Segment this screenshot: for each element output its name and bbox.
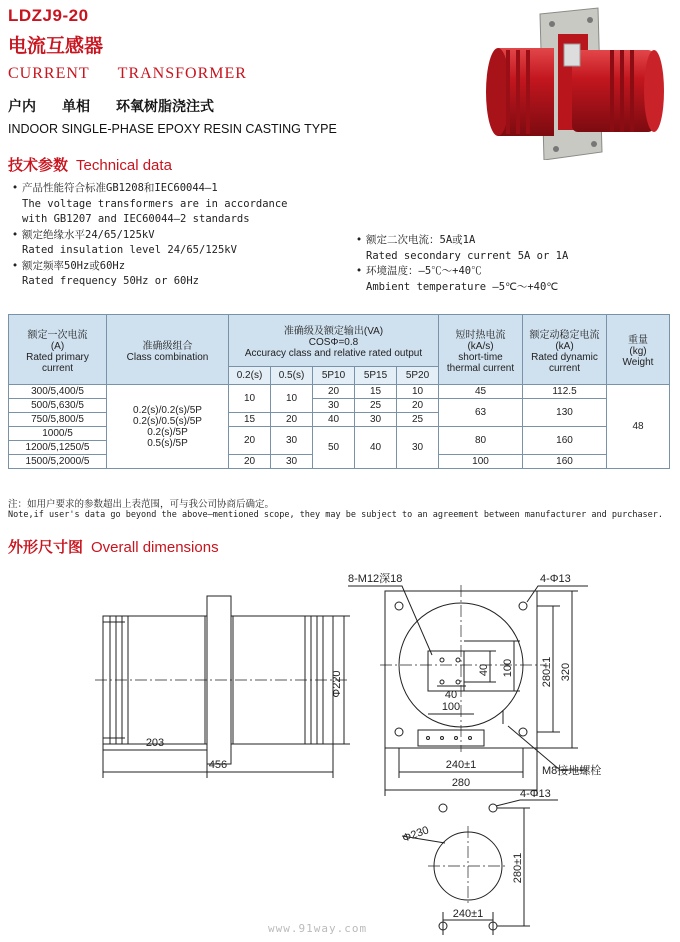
spec-item: • 额定频率50Hz或60Hz xyxy=(11,259,126,272)
table-cell: 100 xyxy=(439,455,523,469)
header-thermal-current: 短时热电流 (kA/s) short-time thermal current xyxy=(439,315,523,385)
table-cell: 10 xyxy=(229,385,271,413)
table-cell: 45 xyxy=(439,385,523,399)
dim-holes-label: 8-M12深18 xyxy=(348,573,403,585)
spec-item: • 额定二次电流：5A或1A xyxy=(355,234,476,246)
table-cell: 20 xyxy=(313,385,355,399)
table-cell: 15 xyxy=(229,413,271,427)
ground-bolt-label: M8接地螺栓 xyxy=(542,765,602,777)
table-cell: 1000/5 xyxy=(9,427,107,441)
cutout-mount-holes: 4-Φ13 xyxy=(520,788,551,800)
type-cn: 户内 单相 环氧树脂浇注式 xyxy=(8,99,214,115)
table-cell: 15 xyxy=(355,385,397,399)
model-number: LDZJ9-20 xyxy=(8,6,89,25)
header-dynamic-current: 额定动稳定电流 (kA) Rated dynamic current xyxy=(523,315,607,385)
spec-item: • 环境温度：—5℃～+40℃ xyxy=(355,265,482,277)
table-cell: 80 xyxy=(439,427,523,455)
sub-header: 5P15 xyxy=(355,367,397,385)
table-cell: 40 xyxy=(355,427,397,469)
table-cell: 63 xyxy=(439,399,523,427)
cutout-diameter-230: Φ230 xyxy=(400,824,431,845)
table-cell: 160 xyxy=(523,455,607,469)
dim-mount-holes: 4-Φ13 xyxy=(540,573,571,585)
dim-100-horizontal: 100 xyxy=(441,701,461,713)
table-cell: 20 xyxy=(397,399,439,413)
note-en: Note,if user's data go beyond the above—mentioned scope, they may be subject to an agreement between manufacturer and purchaser. xyxy=(8,510,664,520)
cutout-dim-240: 240±1 xyxy=(452,908,484,920)
spec-item: • 额定绝缘水平24/65/125kV xyxy=(11,228,155,241)
spec-list-right: • 额定二次电流：5A或1A Rated secondary current 5A or 1A • 环境温度：—5℃～+40℃ Ambient temperature —5℃～+40℃ xyxy=(352,233,568,295)
table-cell: 30 xyxy=(397,427,439,469)
note-cn: 注：如用户要求的参数超出上表范围，可与我公司协商后确定。 xyxy=(8,499,275,510)
weight-cell: 48 xyxy=(607,385,670,469)
table-cell: 10 xyxy=(397,385,439,399)
dim-diameter-220: Φ220 xyxy=(331,670,343,698)
sub-header: 5P20 xyxy=(397,367,439,385)
table-cell: 500/5,630/5 xyxy=(9,399,107,413)
spec-list-left: • 产品性能符合标准GB1208和IEC60044—1 The voltage transformers are in accordance with GB1207 and IEC60044—2 standards • 额定绝缘水平24/65/125kV Rated insulation level 24/65/125kV • 额定频率50Hz或60Hz Rated frequency 50Hz or 60Hz xyxy=(8,181,288,290)
technical-heading: 技术参数 Technical data xyxy=(8,156,172,174)
header-weight: 重量 (kg) Weight xyxy=(607,315,670,385)
dim-100-vertical: 100 xyxy=(502,658,514,678)
table-cell: 160 xyxy=(523,427,607,455)
dim-203: 203 xyxy=(145,737,165,749)
class-combination-cell: 0.2(s)/0.2(s)/5P 0.2(s)/0.5(s)/5P 0.2(s)/5P 0.5(s)/5P xyxy=(107,385,229,469)
table-cell: 30 xyxy=(313,399,355,413)
product-photo xyxy=(478,4,674,160)
table-cell: 300/5,400/5 xyxy=(9,385,107,399)
table-cell: 40 xyxy=(313,413,355,427)
header-primary-current: 额定一次电流 (A) Rated primary current xyxy=(9,315,107,385)
table-cell: 20 xyxy=(271,413,313,427)
table-cell: 30 xyxy=(271,455,313,469)
spec-table xyxy=(8,314,670,469)
spec-item: • 产品性能符合标准GB1208和IEC60044—1 xyxy=(11,182,218,194)
table-cell: 20 xyxy=(229,427,271,455)
table-cell: 50 xyxy=(313,427,355,469)
table-cell: 30 xyxy=(271,427,313,455)
dim-40-vertical: 40 xyxy=(478,663,490,677)
product-title-en: CURRENT TRANSFORMER xyxy=(8,65,247,82)
header-accuracy: 准确级及额定输出(VA) COSΦ=0.8 Accuracy class and relative rated output xyxy=(229,315,439,367)
header-class-combination: 准确级组合 Class combination xyxy=(107,315,229,385)
cutout-dim-280: 280±1 xyxy=(512,852,524,884)
dim-280-vertical: 280±1 xyxy=(541,656,553,688)
sub-header: 0.5(s) xyxy=(271,367,313,385)
table-cell: 112.5 xyxy=(523,385,607,399)
table-cell: 130 xyxy=(523,399,607,427)
dimensions-heading: 外形尺寸图 Overall dimensions xyxy=(8,538,219,556)
dimension-drawings xyxy=(0,560,680,935)
watermark: www.91way.com xyxy=(268,922,368,935)
product-title-cn: 电流互感器 xyxy=(8,35,104,57)
table-cell: 1500/5,2000/5 xyxy=(9,455,107,469)
dim-456: 456 xyxy=(208,759,228,771)
table-cell: 10 xyxy=(271,385,313,413)
side-view xyxy=(95,596,350,778)
dim-280-horizontal: 280 xyxy=(451,777,471,789)
table-cell: 25 xyxy=(355,399,397,413)
type-en: INDOOR SINGLE-PHASE EPOXY RESIN CASTING TYPE xyxy=(8,122,337,136)
table-cell: 20 xyxy=(229,455,271,469)
table-cell: 30 xyxy=(355,413,397,427)
dim-320: 320 xyxy=(560,662,572,682)
dim-40-horizontal: 40 xyxy=(444,689,458,701)
table-cell: 25 xyxy=(397,413,439,427)
dim-240: 240±1 xyxy=(445,759,477,771)
sub-header: 5P10 xyxy=(313,367,355,385)
sub-header: 0.2(s) xyxy=(229,367,271,385)
table-cell: 750/5,800/5 xyxy=(9,413,107,427)
table-cell: 1200/5,1250/5 xyxy=(9,441,107,455)
